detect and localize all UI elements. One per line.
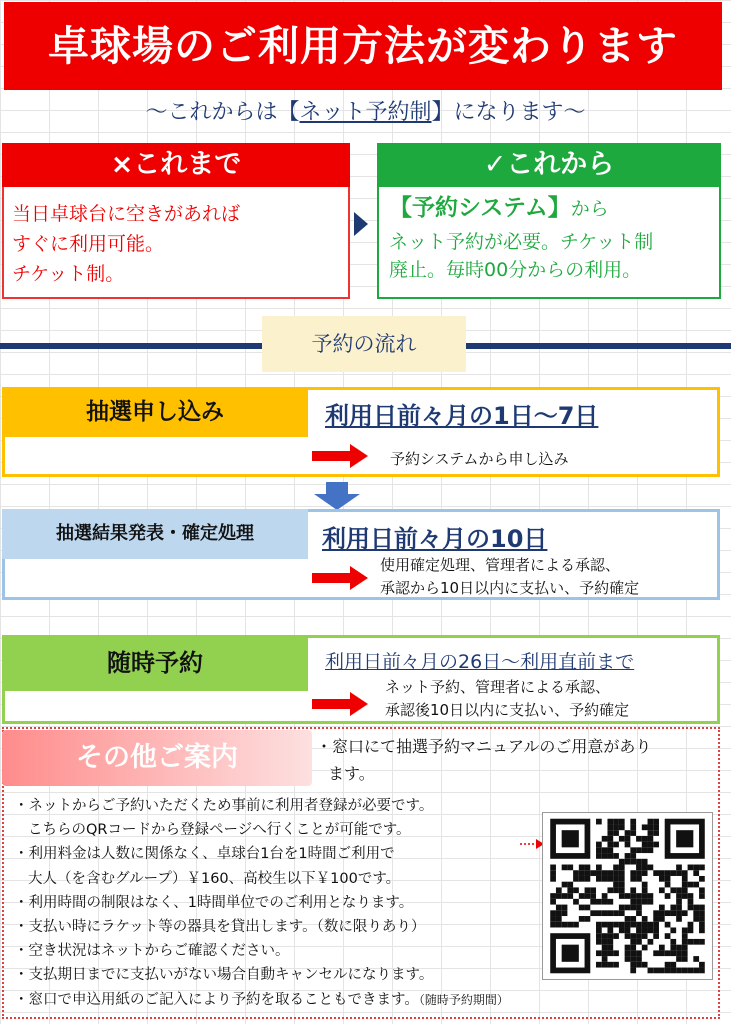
step-2-label: 抽選結果発表・確定処理 bbox=[2, 509, 308, 559]
step-3-note bbox=[385, 676, 629, 722]
divider-left bbox=[0, 343, 262, 349]
before-line: すぐに利用可能。 bbox=[12, 233, 165, 255]
step-3-date: 利用日前々月の26日～利用直前まで bbox=[325, 651, 635, 673]
dotted-arrow-icon bbox=[520, 838, 544, 850]
step-1-label: 抽選申し込み bbox=[2, 387, 308, 437]
divider-right bbox=[466, 343, 731, 349]
info-heading: その他ご案内 bbox=[2, 730, 312, 786]
subtitle-pre: ～これからは【 bbox=[145, 100, 300, 125]
step-3-note-line: ネット予約、管理者による承認、 bbox=[385, 678, 611, 696]
before-heading: ×これまで bbox=[2, 143, 350, 187]
info-item: ・利用料金は人数に関係なく、卓球台1台を1時間ご利用で bbox=[14, 846, 395, 863]
info-item bbox=[14, 988, 544, 1012]
before-line: チケット制。 bbox=[12, 263, 125, 285]
subtitle-underline: ネット予約制 bbox=[299, 100, 432, 125]
title-text: 卓球場のご利用方法が変わります bbox=[48, 22, 678, 70]
info-item: ・支払期日までに支払いがない場合自動キャンセルになります。 bbox=[14, 967, 434, 984]
step-1-date: 利用日前々月の1日～7日 bbox=[325, 402, 599, 430]
down-arrow-icon bbox=[314, 482, 360, 510]
step-2-note-line: 承認から10日以内に支払い、予約確定 bbox=[380, 579, 640, 597]
after-line: 廃止。毎時00分からの利用。 bbox=[389, 259, 642, 281]
qr-code-icon bbox=[543, 813, 712, 979]
info-item: ・ネットからご予約いただくため事前に利用者登録が必要です。 bbox=[14, 798, 434, 814]
subtitle bbox=[0, 98, 731, 128]
info-list bbox=[14, 794, 544, 1012]
flow-title: 予約の流れ bbox=[262, 316, 466, 372]
info-item-text: ・窓口で申込用紙のご記入により予約を取ることもできます。 bbox=[14, 991, 419, 1008]
page-title bbox=[4, 2, 722, 90]
after-panel bbox=[377, 187, 721, 299]
after-line: ネット予約が必要。チケット制 bbox=[389, 231, 654, 253]
info-item: ・利用時間の制限はなく、1時間単位でのご利用となります。 bbox=[14, 894, 414, 911]
counter-note bbox=[316, 733, 716, 787]
step-3-label: 随時予約 bbox=[2, 635, 308, 691]
counter-note-line: ます。 bbox=[328, 764, 375, 783]
step-2-note bbox=[380, 554, 639, 600]
right-arrow-icon bbox=[312, 566, 368, 590]
after-from: から bbox=[570, 198, 609, 220]
triangle-right-icon bbox=[354, 212, 368, 236]
step-2-note-line: 使用確定処理、管理者による承認、 bbox=[380, 556, 621, 574]
after-system-line bbox=[389, 189, 711, 228]
right-arrow-icon bbox=[312, 692, 368, 716]
step-2-date: 利用日前々月の10日 bbox=[322, 525, 548, 553]
after-system: 【予約システム】 bbox=[389, 195, 571, 221]
info-item: ・支払い時にラケット等の器具を貸出します。（数に限りあり） bbox=[14, 919, 426, 936]
step-3-note-line: 承認後10日以内に支払い、予約確定 bbox=[385, 701, 630, 719]
subtitle-post: 】になります～ bbox=[431, 100, 586, 125]
qr-code[interactable] bbox=[542, 812, 713, 980]
info-item: こちらのQRコードから登録ページへ行くことが可能です。 bbox=[28, 822, 411, 839]
before-line: 当日卓球台に空きがあれば bbox=[12, 203, 241, 225]
step-1-note: 予約システムから申し込み bbox=[390, 450, 569, 468]
info-item: 大人（を含むグループ）￥160、高校生以下￥100です。 bbox=[28, 870, 401, 887]
before-panel bbox=[2, 187, 350, 299]
right-arrow-icon bbox=[312, 444, 368, 468]
counter-note-line: ・窓口にて抽選予約マニュアルのご用意があり bbox=[316, 737, 652, 756]
after-heading: ✓これから bbox=[377, 143, 721, 187]
info-item: ・空き状況はネットからご確認ください。 bbox=[14, 943, 290, 960]
info-item-small: （随時予約期間） bbox=[418, 992, 509, 1007]
